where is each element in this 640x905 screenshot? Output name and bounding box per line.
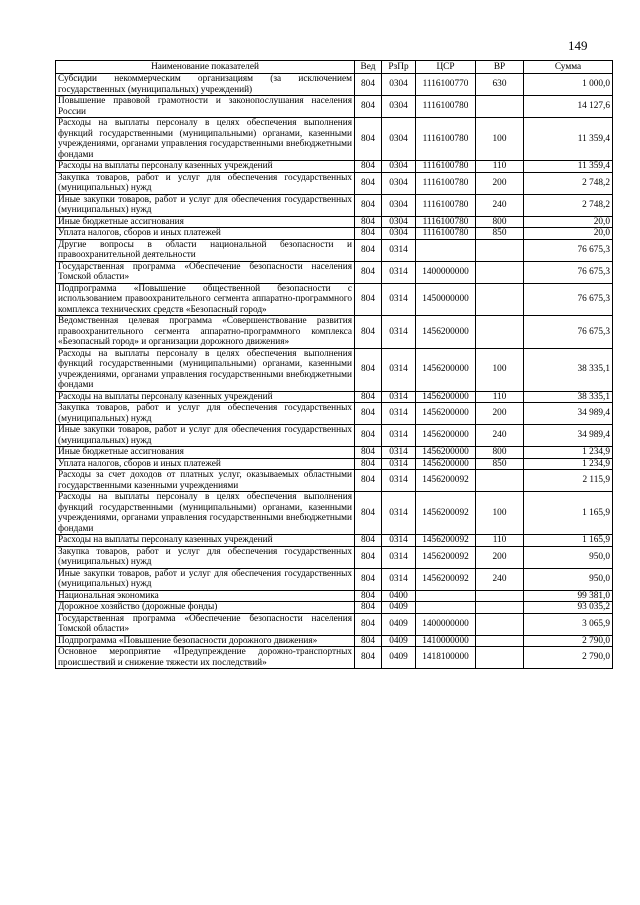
row-ved: 804 [355, 118, 382, 161]
table-row [56, 172, 613, 194]
row-sum: 2 790,0 [524, 647, 613, 669]
row-csr: 1456200000 [416, 458, 476, 470]
row-name: Иные бюджетные ассигнования [56, 216, 355, 228]
row-vr: 850 [476, 228, 524, 240]
row-rzpr: 0409 [382, 647, 416, 669]
row-name: Подпрограмма «Повышение общественной безопасности с использованием правоохранительного сегмента аппаратно-программного комплекса технических средств «Безопасный город» [56, 283, 355, 316]
row-vr [476, 647, 524, 669]
budget-table [55, 60, 613, 669]
row-ved: 804 [355, 216, 382, 228]
header-ved: Вед [355, 61, 382, 74]
row-ved: 804 [355, 348, 382, 391]
row-name: Закупка товаров, работ и услуг для обеспечения государственных (муниципальных) нужд [56, 546, 355, 568]
row-vr: 100 [476, 492, 524, 535]
row-name: Расходы за счет доходов от платных услуг, оказываемых областными государственными казенными учреждениями [56, 470, 355, 492]
table-row [56, 590, 613, 602]
row-csr [416, 602, 476, 614]
row-rzpr: 0314 [382, 535, 416, 547]
row-sum: 1 165,9 [524, 535, 613, 547]
row-csr: 1116100780 [416, 172, 476, 194]
row-vr [476, 635, 524, 647]
row-ved: 804 [355, 228, 382, 240]
row-csr: 1116100780 [416, 96, 476, 118]
row-csr: 1456200000 [416, 316, 476, 349]
row-csr: 1116100770 [416, 74, 476, 96]
row-csr: 1116100780 [416, 118, 476, 161]
row-rzpr: 0304 [382, 74, 416, 96]
row-sum: 76 675,3 [524, 239, 613, 261]
row-sum: 2 115,9 [524, 470, 613, 492]
row-vr: 240 [476, 425, 524, 447]
row-csr: 1116100780 [416, 216, 476, 228]
row-ved: 804 [355, 172, 382, 194]
table-row [56, 492, 613, 535]
row-rzpr: 0314 [382, 348, 416, 391]
row-name: Основное мероприятие «Предупреждение дорожно-транспортных происшествий и снижение тяжести их последствий» [56, 647, 355, 669]
table-row [56, 194, 613, 216]
row-ved: 804 [355, 403, 382, 425]
row-csr [416, 590, 476, 602]
row-rzpr: 0314 [382, 470, 416, 492]
row-rzpr: 0314 [382, 261, 416, 283]
table-body [56, 74, 613, 669]
row-vr [476, 590, 524, 602]
row-vr [476, 239, 524, 261]
table-header-row [56, 61, 613, 74]
row-rzpr: 0409 [382, 602, 416, 614]
row-ved: 804 [355, 568, 382, 590]
row-ved: 804 [355, 602, 382, 614]
header-rzpr: РзПр [382, 61, 416, 74]
row-sum: 950,0 [524, 568, 613, 590]
row-csr: 1456200092 [416, 470, 476, 492]
row-ved: 804 [355, 96, 382, 118]
row-csr: 1400000000 [416, 261, 476, 283]
row-name: Ведомственная целевая программа «Совершенствование развития правоохранительного сегмента аппаратно-программного комплекса «Безопасный город» и организации дорожного движения» [56, 316, 355, 349]
table-row [56, 216, 613, 228]
row-csr: 1410000000 [416, 635, 476, 647]
table-row [56, 425, 613, 447]
table-row [56, 535, 613, 547]
table-row [56, 391, 613, 403]
row-rzpr: 0314 [382, 283, 416, 316]
row-csr: 1456200000 [416, 391, 476, 403]
header-sum: Сумма [524, 61, 613, 74]
table-row [56, 239, 613, 261]
row-ved: 804 [355, 470, 382, 492]
row-ved: 804 [355, 492, 382, 535]
row-name: Подпрограмма «Повышение безопасности дорожного движения» [56, 635, 355, 647]
row-vr: 200 [476, 403, 524, 425]
table-row [56, 96, 613, 118]
row-csr: 1450000000 [416, 283, 476, 316]
row-ved: 804 [355, 535, 382, 547]
row-csr: 1456200092 [416, 568, 476, 590]
row-ved: 804 [355, 447, 382, 459]
row-csr [416, 239, 476, 261]
row-sum: 11 359,4 [524, 118, 613, 161]
row-csr: 1116100780 [416, 228, 476, 240]
row-ved: 804 [355, 590, 382, 602]
row-ved: 804 [355, 647, 382, 669]
row-rzpr: 0314 [382, 391, 416, 403]
row-name: Национальная экономика [56, 590, 355, 602]
row-name: Иные закупки товаров, работ и услуг для обеспечения государственных (муниципальных) нужд [56, 425, 355, 447]
row-vr: 110 [476, 161, 524, 173]
row-ved: 804 [355, 425, 382, 447]
row-ved: 804 [355, 635, 382, 647]
table-row [56, 568, 613, 590]
row-name: Уплата налогов, сборов и иных платежей [56, 228, 355, 240]
row-name: Другие вопросы в области национальной безопасности и правоохранительной деятельности [56, 239, 355, 261]
row-vr: 800 [476, 216, 524, 228]
row-sum: 20,0 [524, 228, 613, 240]
row-rzpr: 0314 [382, 568, 416, 590]
row-csr: 1456200092 [416, 492, 476, 535]
row-csr: 1400000000 [416, 613, 476, 635]
table-row [56, 283, 613, 316]
row-sum: 76 675,3 [524, 316, 613, 349]
row-rzpr: 0314 [382, 458, 416, 470]
row-vr: 200 [476, 172, 524, 194]
row-sum: 1 165,9 [524, 492, 613, 535]
row-rzpr: 0409 [382, 635, 416, 647]
row-sum: 3 065,9 [524, 613, 613, 635]
row-ved: 804 [355, 613, 382, 635]
row-vr: 630 [476, 74, 524, 96]
row-vr: 100 [476, 348, 524, 391]
row-ved: 804 [355, 391, 382, 403]
table-row [56, 348, 613, 391]
row-rzpr: 0314 [382, 425, 416, 447]
row-rzpr: 0314 [382, 403, 416, 425]
row-csr: 1456200000 [416, 447, 476, 459]
row-ved: 804 [355, 546, 382, 568]
row-csr: 1456200092 [416, 535, 476, 547]
row-vr: 240 [476, 568, 524, 590]
row-rzpr: 0304 [382, 161, 416, 173]
row-csr: 1456200000 [416, 348, 476, 391]
row-sum: 950,0 [524, 546, 613, 568]
row-name: Расходы на выплаты персоналу в целях обеспечения выполнения функций государственными (муниципальными) органами, казенными учреждениями, органами управления государственными внебюджетными фондами [56, 348, 355, 391]
row-sum: 76 675,3 [524, 261, 613, 283]
row-sum: 2 790,0 [524, 635, 613, 647]
row-rzpr: 0314 [382, 492, 416, 535]
row-ved: 804 [355, 239, 382, 261]
row-name: Расходы на выплаты персоналу казенных учреждений [56, 391, 355, 403]
row-vr [476, 316, 524, 349]
row-name: Расходы на выплаты персоналу казенных учреждений [56, 161, 355, 173]
row-vr: 110 [476, 391, 524, 403]
row-name: Уплата налогов, сборов и иных платежей [56, 458, 355, 470]
header-csr: ЦСР [416, 61, 476, 74]
row-rzpr: 0304 [382, 216, 416, 228]
table-row [56, 602, 613, 614]
table-row [56, 470, 613, 492]
row-vr: 100 [476, 118, 524, 161]
table-row [56, 447, 613, 459]
row-sum: 11 359,4 [524, 161, 613, 173]
row-name: Расходы на выплаты персоналу в целях обеспечения выполнения функций государственными (муниципальными) органами, казенными учреждениями, органами управления государственными внебюджетными фондами [56, 118, 355, 161]
row-sum: 38 335,1 [524, 391, 613, 403]
row-vr [476, 96, 524, 118]
row-sum: 14 127,6 [524, 96, 613, 118]
header-vr: ВР [476, 61, 524, 74]
row-sum: 1 234,9 [524, 458, 613, 470]
row-rzpr: 0304 [382, 194, 416, 216]
row-name: Субсидии некоммерческим организациям (за исключением государственных (муниципальных) учреждений) [56, 74, 355, 96]
row-csr: 1456200000 [416, 425, 476, 447]
table-row [56, 635, 613, 647]
row-name: Закупка товаров, работ и услуг для обеспечения государственных (муниципальных) нужд [56, 403, 355, 425]
row-sum: 76 675,3 [524, 283, 613, 316]
row-rzpr: 0314 [382, 546, 416, 568]
row-ved: 804 [355, 261, 382, 283]
table-row [56, 458, 613, 470]
table-row [56, 261, 613, 283]
row-csr: 1418100000 [416, 647, 476, 669]
row-csr: 1116100780 [416, 194, 476, 216]
row-name: Государственная программа «Обеспечение безопасности населения Томской области» [56, 261, 355, 283]
row-rzpr: 0304 [382, 172, 416, 194]
row-vr [476, 261, 524, 283]
table-row [56, 546, 613, 568]
row-ved: 804 [355, 283, 382, 316]
row-sum: 20,0 [524, 216, 613, 228]
table-row [56, 228, 613, 240]
page-number: 149 [568, 38, 588, 53]
row-vr: 240 [476, 194, 524, 216]
row-rzpr: 0314 [382, 447, 416, 459]
row-vr: 850 [476, 458, 524, 470]
row-vr: 200 [476, 546, 524, 568]
row-vr [476, 470, 524, 492]
row-name: Иные закупки товаров, работ и услуг для обеспечения государственных (муниципальных) нужд [56, 194, 355, 216]
row-name: Закупка товаров, работ и услуг для обеспечения государственных (муниципальных) нужд [56, 172, 355, 194]
row-name: Повышение правовой грамотности и законопослушания населения России [56, 96, 355, 118]
row-vr: 110 [476, 535, 524, 547]
table-row [56, 316, 613, 349]
row-name: Расходы на выплаты персоналу казенных учреждений [56, 535, 355, 547]
row-sum: 2 748,2 [524, 194, 613, 216]
row-vr [476, 613, 524, 635]
row-name: Иные закупки товаров, работ и услуг для обеспечения государственных (муниципальных) нужд [56, 568, 355, 590]
row-name: Расходы на выплаты персоналу в целях обеспечения выполнения функций государственными (муниципальными) органами, казенными учреждениями, органами управления государственными внебюджетными фондами [56, 492, 355, 535]
row-name: Государственная программа «Обеспечение безопасности населения Томской области» [56, 613, 355, 635]
row-name: Иные бюджетные ассигнования [56, 447, 355, 459]
row-sum: 99 381,0 [524, 590, 613, 602]
table-row [56, 647, 613, 669]
row-rzpr: 0400 [382, 590, 416, 602]
header-name: Наименование показателей [56, 61, 355, 74]
row-csr: 1456200092 [416, 546, 476, 568]
row-sum: 1 234,9 [524, 447, 613, 459]
row-rzpr: 0304 [382, 118, 416, 161]
row-sum: 34 989,4 [524, 425, 613, 447]
row-csr: 1116100780 [416, 161, 476, 173]
row-name: Дорожное хозяйство (дорожные фонды) [56, 602, 355, 614]
row-rzpr: 0314 [382, 316, 416, 349]
row-sum: 2 748,2 [524, 172, 613, 194]
row-csr: 1456200000 [416, 403, 476, 425]
row-ved: 804 [355, 316, 382, 349]
row-ved: 804 [355, 458, 382, 470]
table-row [56, 74, 613, 96]
row-ved: 804 [355, 74, 382, 96]
row-vr [476, 602, 524, 614]
row-sum: 93 035,2 [524, 602, 613, 614]
row-ved: 804 [355, 194, 382, 216]
row-sum: 1 000,0 [524, 74, 613, 96]
row-rzpr: 0304 [382, 228, 416, 240]
table-row [56, 161, 613, 173]
row-sum: 38 335,1 [524, 348, 613, 391]
table-row [56, 613, 613, 635]
table-row [56, 403, 613, 425]
row-rzpr: 0314 [382, 239, 416, 261]
row-rzpr: 0409 [382, 613, 416, 635]
table-row [56, 118, 613, 161]
row-vr: 800 [476, 447, 524, 459]
row-rzpr: 0304 [382, 96, 416, 118]
row-ved: 804 [355, 161, 382, 173]
row-sum: 34 989,4 [524, 403, 613, 425]
row-vr [476, 283, 524, 316]
